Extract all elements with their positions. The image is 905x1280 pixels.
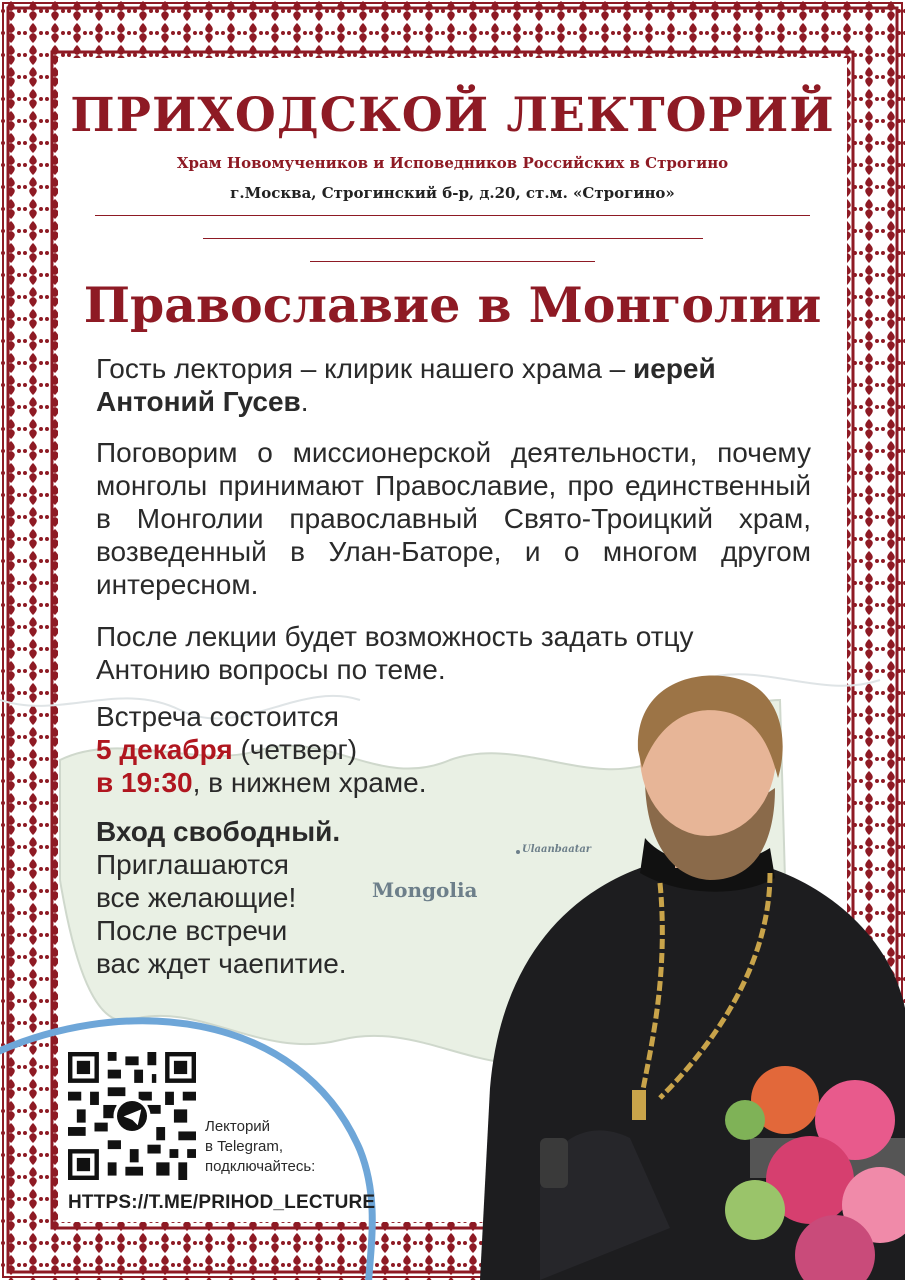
divider-1 [95,215,810,216]
map-label-country: Mongolia [372,878,478,902]
telegram-caption [205,1117,375,1177]
church-name: Храм Новомучеников и Исповедников Российских в Строгино [176,154,729,172]
meeting-intro: Встреча состоится [96,701,339,732]
telegram-caption-line-3: подключайтесь: [205,1158,316,1175]
poster-title: ПРИХОДСКОЙ ЛЕКТОРИЙ [70,88,835,143]
divider-3 [310,261,595,262]
guest-name: иерей Антоний Гусев [96,353,716,417]
meeting-time: в 19:30 [96,767,193,798]
guest-paragraph [96,352,811,418]
entry-line-3: После встречи [96,915,288,946]
guest-intro: Гость лектория – клирик нашего храма – [96,353,626,384]
telegram-qr-code[interactable] [68,1052,196,1180]
telegram-caption-line-1: Лекторий [205,1118,271,1135]
meeting-place: , в нижнем храме. [192,767,427,798]
map-label-city: Ulaanbaatar [522,844,592,855]
lecture-title: Православие в Монголии [83,276,822,334]
telegram-caption-line-2: в Telegram, [205,1138,283,1155]
description-paragraph: Поговорим о миссионерской деятельности, почему монголы принимают Православие, про единственный в Монголии православный Свято-Троицкий храм, возведенный в Улан-Баторе, и о многом другом интересном. [96,437,811,600]
divider-2 [203,238,703,239]
entry-line-1: Приглашаются [96,849,289,880]
entry-line-2: все желающие! [96,882,297,913]
telegram-url-link[interactable]: HTTPS://T.ME/PRIHOD_LECTURE [68,1192,376,1213]
meeting-date: 5 декабря [96,734,233,765]
after-lecture-paragraph: После лекции будет возможность задать отцу Антонию вопросы по теме. [96,621,694,685]
meeting-paragraph [96,700,526,799]
guest-end: . [300,386,309,417]
entry-line-4: вас ждет чаепитие. [96,948,347,979]
flowers-photo [715,1040,905,1280]
church-address: г.Москва, Строгинский б-р, д.20, ст.м. «Строгино» [230,184,675,202]
meeting-weekday: (четверг) [240,734,358,765]
entry-free: Вход свободный. [96,816,341,847]
